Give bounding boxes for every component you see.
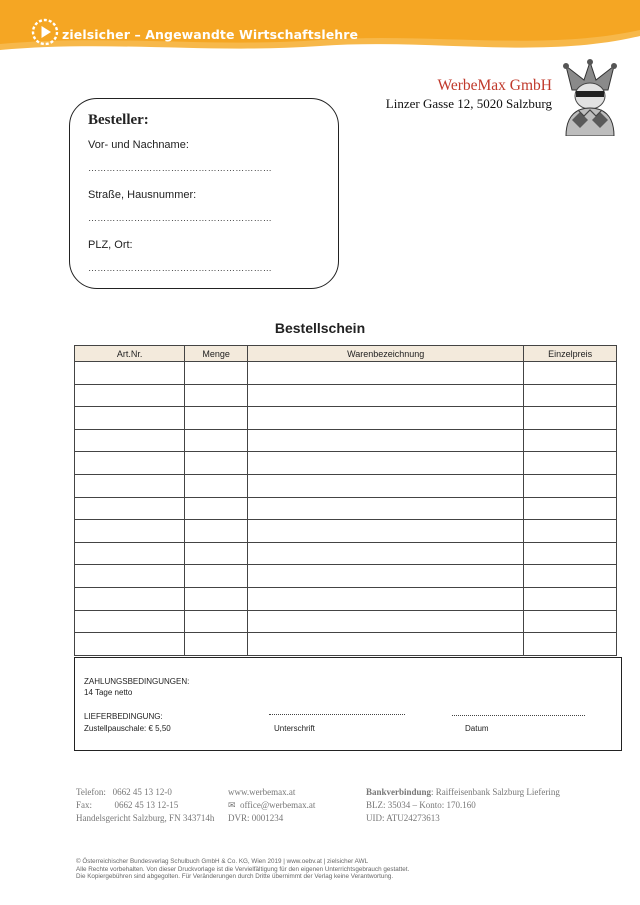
- menge-cell[interactable]: [185, 542, 248, 565]
- art-nr-cell[interactable]: [75, 542, 185, 565]
- warenbezeichnung-cell[interactable]: [248, 610, 524, 633]
- warenbezeichnung-cell[interactable]: [248, 407, 524, 430]
- order-table: [74, 345, 617, 656]
- einzelpreis-cell[interactable]: [524, 587, 617, 610]
- date-line[interactable]: [452, 715, 585, 716]
- payment-terms-value: 14 Tage netto: [84, 688, 133, 697]
- menge-cell[interactable]: [185, 452, 248, 475]
- col-einzelpreis: Einzelpreis: [524, 346, 617, 362]
- table-row: [75, 384, 617, 407]
- einzelpreis-cell[interactable]: [524, 542, 617, 565]
- street-field[interactable]: ……………………………………………………: [88, 213, 272, 223]
- menge-cell[interactable]: [185, 587, 248, 610]
- col-art-nr: Art.Nr.: [75, 346, 185, 362]
- table-row: [75, 429, 617, 452]
- warenbezeichnung-cell[interactable]: [248, 520, 524, 543]
- einzelpreis-cell[interactable]: [524, 384, 617, 407]
- art-nr-cell[interactable]: [75, 587, 185, 610]
- footer-uid: UID: ATU24273613: [366, 813, 440, 823]
- art-nr-cell[interactable]: [75, 610, 185, 633]
- warenbezeichnung-cell[interactable]: [248, 474, 524, 497]
- bank-value: : Raiffeisenbank Salzburg Liefering: [431, 787, 560, 797]
- menge-cell[interactable]: [185, 429, 248, 452]
- einzelpreis-cell[interactable]: [524, 474, 617, 497]
- jester-logo-icon: [558, 58, 622, 136]
- footer-blz: BLZ: 35034 – Konto: 170.160: [366, 800, 476, 810]
- company-block: [386, 77, 552, 112]
- delivery-terms-label: LIEFERBEDINGUNG:: [84, 712, 163, 721]
- col-warenbezeichnung: Warenbezeichnung: [248, 346, 524, 362]
- einzelpreis-cell[interactable]: [524, 610, 617, 633]
- mail-icon: ✉: [228, 800, 236, 810]
- footer-phone: Telefon: 0662 45 13 12-0: [76, 787, 172, 797]
- table-row: [75, 474, 617, 497]
- signature-line[interactable]: [269, 714, 405, 715]
- warenbezeichnung-cell[interactable]: [248, 587, 524, 610]
- art-nr-cell[interactable]: [75, 429, 185, 452]
- table-row: [75, 497, 617, 520]
- table-row: [75, 362, 617, 385]
- copyright-notice: [76, 858, 409, 881]
- art-nr-cell[interactable]: [75, 407, 185, 430]
- art-nr-cell[interactable]: [75, 452, 185, 475]
- date-label: Datum: [465, 724, 489, 733]
- footer-website: www.werbemax.at: [228, 787, 296, 797]
- warenbezeichnung-cell[interactable]: [248, 429, 524, 452]
- einzelpreis-cell[interactable]: [524, 429, 617, 452]
- delivery-terms-value: Zustellpauschale: € 5,50: [84, 724, 171, 733]
- art-nr-cell[interactable]: [75, 497, 185, 520]
- street-label: Straße, Hausnummer:: [88, 189, 197, 201]
- einzelpreis-cell[interactable]: [524, 633, 617, 656]
- play-logo-icon: [31, 18, 59, 46]
- company-name: WerbeMax GmbH: [437, 77, 552, 94]
- col-menge: Menge: [185, 346, 248, 362]
- footer-fax: Fax: 0662 45 13 12-15: [76, 800, 179, 810]
- menge-cell[interactable]: [185, 362, 248, 385]
- footer-contact: [76, 786, 214, 825]
- footer-bank-row: [366, 786, 560, 799]
- menge-cell[interactable]: [185, 497, 248, 520]
- menge-cell[interactable]: [185, 407, 248, 430]
- menge-cell[interactable]: [185, 384, 248, 407]
- company-address: Linzer Gasse 12, 5020 Salzburg: [385, 96, 552, 111]
- warenbezeichnung-cell[interactable]: [248, 362, 524, 385]
- warenbezeichnung-cell[interactable]: [248, 565, 524, 588]
- footer-web: [228, 786, 315, 825]
- einzelpreis-cell[interactable]: [524, 407, 617, 430]
- menge-cell[interactable]: [185, 633, 248, 656]
- order-table-body: [75, 362, 617, 656]
- footer-register: Handelsgericht Salzburg, FN 343714h: [76, 813, 215, 823]
- city-field[interactable]: ……………………………………………………: [88, 263, 272, 273]
- einzelpreis-cell[interactable]: [524, 520, 617, 543]
- footer-email-row: [228, 799, 315, 812]
- copyright-line-1: © Österreichischer Bundesverlag Schulbuch GmbH & Co. KG, Wien 2019 | www.oebv.at | zielsicher AWL: [76, 858, 369, 865]
- table-row: [75, 542, 617, 565]
- table-row: [75, 610, 617, 633]
- art-nr-cell[interactable]: [75, 362, 185, 385]
- bank-label: Bankverbindung: [366, 787, 432, 797]
- besteller-box: [69, 98, 339, 289]
- footer-dvr: DVR: 0001234: [228, 813, 284, 823]
- warenbezeichnung-cell[interactable]: [248, 497, 524, 520]
- table-row: [75, 407, 617, 430]
- warenbezeichnung-cell[interactable]: [248, 384, 524, 407]
- name-field[interactable]: ……………………………………………………: [88, 163, 272, 173]
- besteller-title: Besteller:: [88, 112, 149, 128]
- copyright-line-2: Alle Rechte vorbehalten. Von dieser Druckvorlage ist die Vervielfältigung für den eigenen Unterrichtsgebrauch gestattet.: [76, 865, 410, 873]
- name-label: Vor- und Nachname:: [88, 139, 189, 151]
- einzelpreis-cell[interactable]: [524, 565, 617, 588]
- table-header-row: [75, 346, 617, 362]
- menge-cell[interactable]: [185, 610, 248, 633]
- form-heading: Bestellschein: [274, 320, 366, 336]
- terms-box: [74, 657, 622, 751]
- footer-bank: [366, 786, 560, 825]
- menge-cell[interactable]: [185, 474, 248, 497]
- footer-email: office@werbemax.at: [240, 800, 316, 810]
- banner-title: zielsicher – Angewandte Wirtschaftslehre: [62, 27, 359, 42]
- warenbezeichnung-cell[interactable]: [248, 633, 524, 656]
- warenbezeichnung-cell[interactable]: [248, 452, 524, 475]
- copyright-line-3: Die Kopiergebühren sind abgegolten. Für Veränderungen durch Dritte übernimmt der Verlag keine Verantwortung.: [76, 873, 394, 881]
- einzelpreis-cell[interactable]: [524, 362, 617, 385]
- table-row: [75, 565, 617, 588]
- art-nr-cell[interactable]: [75, 565, 185, 588]
- menge-cell[interactable]: [185, 520, 248, 543]
- warenbezeichnung-cell[interactable]: [248, 542, 524, 565]
- table-row: [75, 520, 617, 543]
- einzelpreis-cell[interactable]: [524, 452, 617, 475]
- menge-cell[interactable]: [185, 565, 248, 588]
- table-row: [75, 587, 617, 610]
- signature-label: Unterschrift: [274, 724, 315, 733]
- art-nr-cell[interactable]: [75, 474, 185, 497]
- art-nr-cell[interactable]: [75, 384, 185, 407]
- art-nr-cell[interactable]: [75, 520, 185, 543]
- einzelpreis-cell[interactable]: [524, 497, 617, 520]
- table-row: [75, 633, 617, 656]
- city-label: PLZ, Ort:: [88, 239, 133, 251]
- table-row: [75, 452, 617, 475]
- art-nr-cell[interactable]: [75, 633, 185, 656]
- payment-terms-label: ZAHLUNGSBEDINGUNGEN:: [84, 677, 190, 686]
